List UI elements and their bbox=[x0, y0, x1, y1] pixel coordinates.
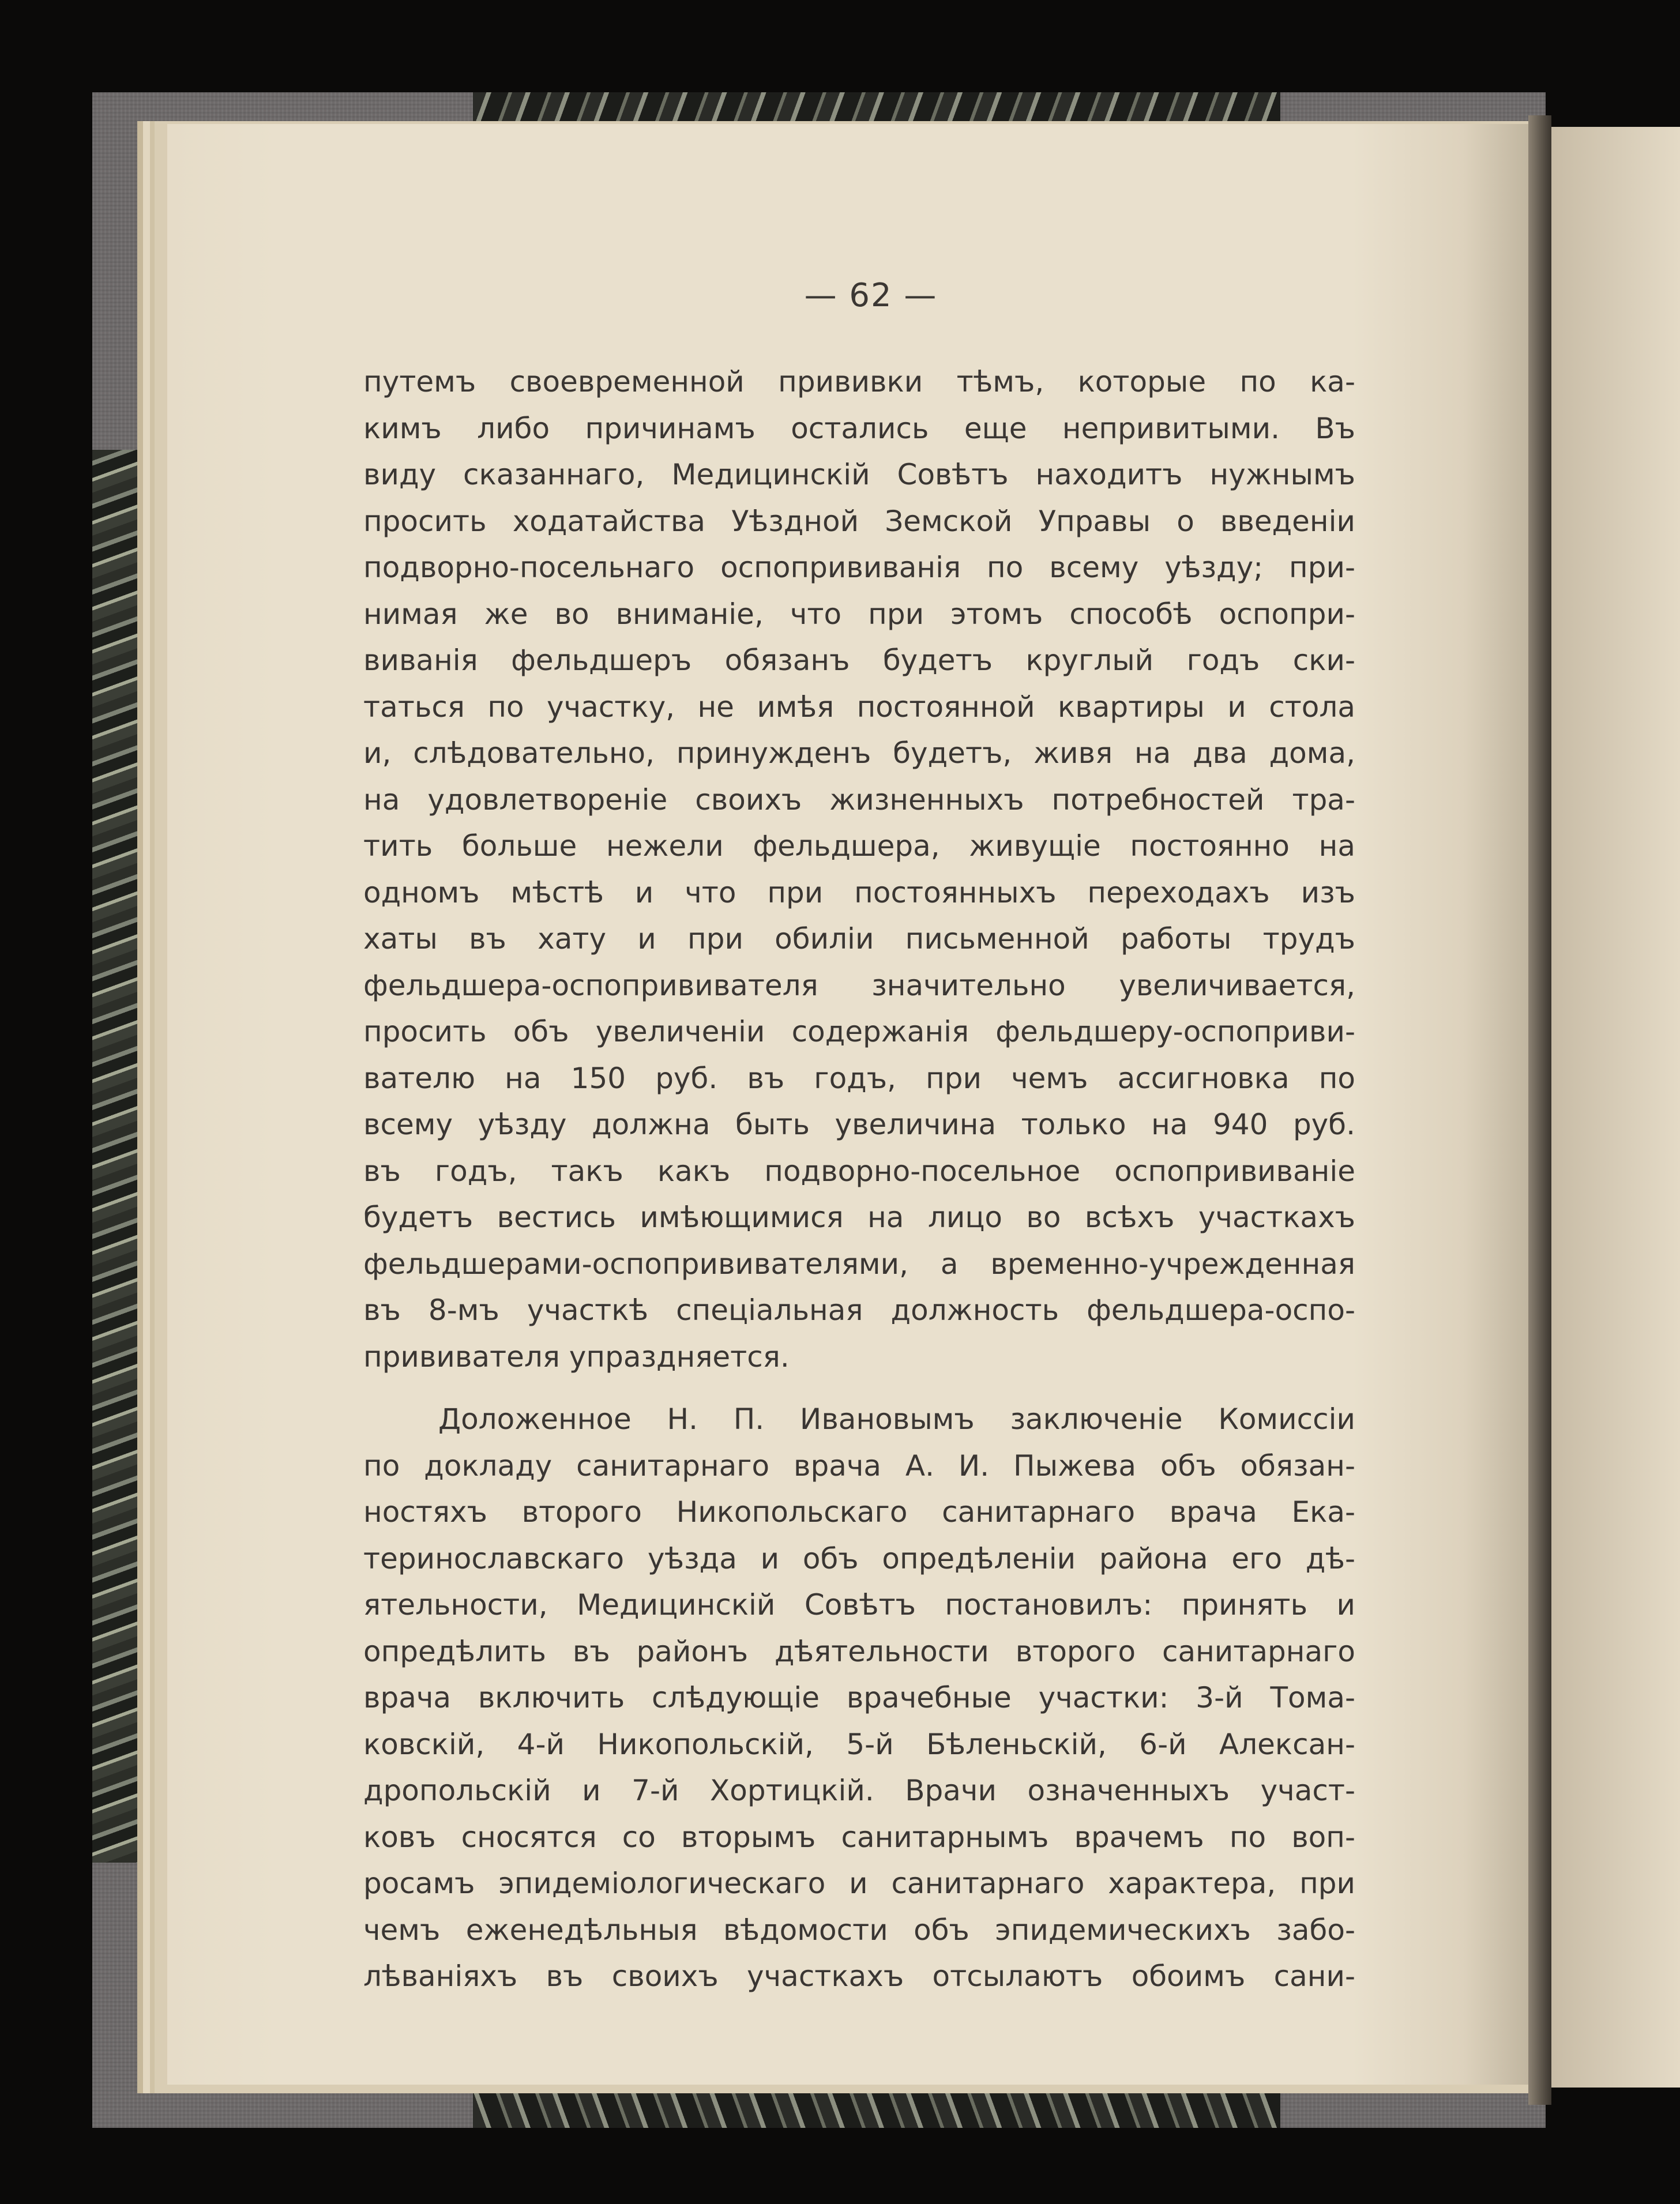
text-line: фельдшерами-оспопрививателями, а временно-учрежденная bbox=[363, 1247, 1355, 1281]
text-line: хаты въ хату и при обиліи письменной работы трудъ bbox=[363, 922, 1355, 956]
text-line: ковскій, 4-й Никопольскій, 5-й Бѣленьскій, 6-й Алексан- bbox=[363, 1727, 1355, 1761]
text-line: нимая же во вниманіе, что при этомъ способѣ оспопри- bbox=[363, 597, 1355, 631]
text-line: прививателя упраздняется. bbox=[363, 1340, 790, 1374]
page-number: — 62 — bbox=[804, 277, 938, 314]
page-body-text bbox=[363, 359, 1355, 2000]
text-line: просить ходатайства Уѣздной Земской Управы о введеніи bbox=[363, 504, 1355, 538]
text-line: въ 8-мъ участкѣ спеціальная должность фельдшера-оспо- bbox=[363, 1293, 1355, 1327]
text-line: росамъ эпидеміологическаго и санитарнаго характера, при bbox=[363, 1867, 1355, 1900]
text-line: врача включить слѣдующіе врачебные участки: 3-й Тома- bbox=[363, 1681, 1355, 1714]
text-line: вателю на 150 руб. въ годъ, при чемъ ассигновка по bbox=[363, 1061, 1355, 1095]
text-line: опредѣлить въ районъ дѣятельности второго санитарнаго bbox=[363, 1634, 1355, 1668]
marbled-cover-edge-left bbox=[92, 450, 138, 1863]
text-line: кимъ либо причинамъ остались еще непривитыми. Въ bbox=[363, 411, 1355, 445]
text-line: въ годъ, такъ какъ подворно-посельное оспопрививаніе bbox=[363, 1154, 1355, 1188]
text-line: путемъ своевременной прививки тѣмъ, которые по ка- bbox=[363, 365, 1355, 398]
text-line: лѣваніяхъ въ своихъ участкахъ отсылаютъ обоимъ сани- bbox=[363, 1959, 1355, 1993]
text-line: виду сказаннаго, Медицинскій Совѣтъ находитъ нужнымъ bbox=[363, 458, 1355, 491]
text-line: просить объ увеличеніи содержанія фельдшеру-оспоприви- bbox=[363, 1015, 1355, 1048]
text-line: всему уѣзду должна быть увеличина только на 940 руб. bbox=[363, 1108, 1355, 1141]
text-line: ностяхъ второго Никопольскаго санитарнаго врача Ека- bbox=[363, 1495, 1355, 1529]
text-line: тить больше нежели фельдшера, живущіе постоянно на bbox=[363, 829, 1355, 863]
text-line: по докладу санитарнаго врача А. И. Пыжева объ обязан- bbox=[363, 1449, 1355, 1483]
text-line: таться по участку, не имѣя постоянной квартиры и стола bbox=[363, 690, 1355, 724]
text-line: одномъ мѣстѣ и что при постоянныхъ переходахъ изъ bbox=[363, 875, 1355, 909]
text-line: подворно-посельнаго оспопрививанія по всему уѣзду; при- bbox=[363, 551, 1355, 584]
text-line: ковъ сносятся со вторымъ санитарнымъ врачемъ по воп- bbox=[363, 1820, 1355, 1854]
book-gutter bbox=[1528, 115, 1551, 2105]
text-line: дропольскій и 7-й Хортицкій. Врачи означенныхъ участ- bbox=[363, 1774, 1355, 1807]
marbled-cover-edge-bottom bbox=[473, 2092, 1280, 2128]
text-line: фельдшера-оспопрививателя значительно увеличивается, bbox=[363, 968, 1355, 1002]
text-line: на удовлетвореніе своихъ жизненныхъ потребностей тра- bbox=[363, 783, 1355, 817]
facing-page-edge bbox=[1551, 127, 1680, 2088]
text-line: Доложенное Н. П. Ивановымъ заключеніе Комиссіи bbox=[438, 1402, 1355, 1436]
text-line: чемъ еженедѣльныя вѣдомости объ эпидемическихъ забо- bbox=[363, 1913, 1355, 1947]
text-line: виванія фельдшеръ обязанъ будетъ круглый годъ ски- bbox=[363, 644, 1355, 677]
text-line: ятельности, Медицинскій Совѣтъ постановилъ: принять и bbox=[363, 1588, 1355, 1622]
text-line: и, слѣдовательно, принужденъ будетъ, живя на два дома, bbox=[363, 736, 1355, 770]
text-line: будетъ вестись имѣющимися на лицо во всѣхъ участкахъ bbox=[363, 1201, 1355, 1234]
text-line: теринославскаго уѣзда и объ опредѣленіи района его дѣ- bbox=[363, 1541, 1355, 1575]
paragraph-gap bbox=[363, 1380, 1355, 1396]
